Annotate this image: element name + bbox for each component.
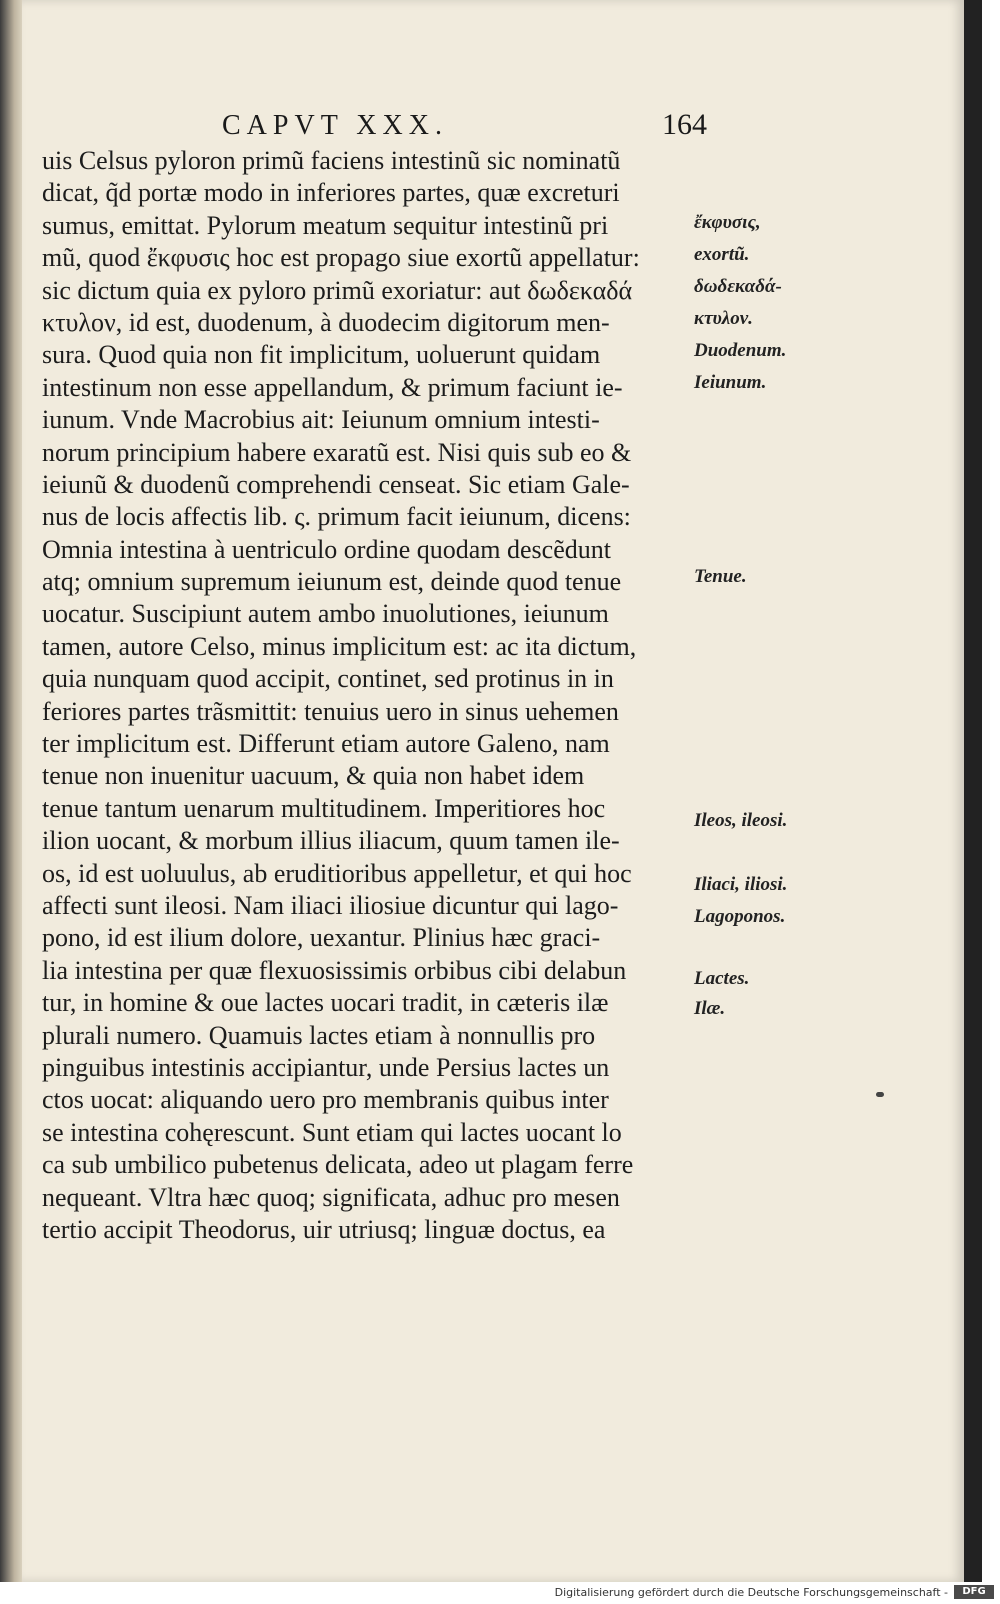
text-line: mũ, quod ἔκφυσις hoc est propago siue exortũ appellatur:	[42, 243, 640, 273]
margin-note: δωδεκαδά-	[694, 276, 782, 297]
text-line: lia intestina per quæ flexuosissimis orbibus cibi delabun	[42, 955, 627, 985]
text-line: feriores partes trãsmittit: tenuius uero in sinus uehemen	[42, 696, 619, 726]
book-page	[22, 0, 964, 1582]
text-line: nequeant. Vltra hæc quoq; significata, adhuc pro mesen	[42, 1182, 620, 1212]
text-line: se intestina cohęrescunt. Sunt etiam qui lactes uocant lo	[42, 1117, 622, 1147]
margin-note: Iliaci, iliosi.	[694, 874, 788, 895]
text-line: nus de locis affectis lib. ς. primum facit ieiunum, dicens:	[42, 502, 631, 532]
text-line: ieiunũ & duodenũ comprehendi censeat. Sic etiam Gale-	[42, 469, 630, 499]
text-line: sura. Quod quia non fit implicitum, uoluerunt quidam	[42, 340, 601, 370]
text-line: os, id est uoluulus, ab eruditioribus appelletur, et qui hoc	[42, 858, 632, 888]
text-line: affecti sunt ileosi. Nam iliaci iliosiue dicuntur qui lago-	[42, 890, 619, 920]
body-text	[42, 145, 710, 1246]
margin-note: Ilæ.	[694, 998, 726, 1019]
text-line: tertio accipit Theodorus, uir utriusq; linguæ doctus, ea	[42, 1214, 606, 1244]
text-line: iunum. Vnde Macrobius ait: Ieiunum omnium intesti-	[42, 405, 600, 435]
text-line: norum principium habere exaratũ est. Nisi quis sub eo &	[42, 437, 632, 467]
text-line: atq; omnium supremum ieiunum est, deinde quod tenue	[42, 567, 622, 597]
text-line: intestinum non esse appellandum, & primum faciunt ie-	[42, 372, 623, 402]
text-line: sic dictum quia ex pyloro primũ exoriatur: aut δωδεκαδά	[42, 275, 633, 305]
text-line: tenue tantum uenarum multitudinem. Imperitiores hoc	[42, 793, 606, 823]
margin-note: Duodenum.	[694, 340, 787, 361]
text-line: ter implicitum est. Differunt etiam autore Galeno, nam	[42, 729, 610, 759]
margin-note: Lagoponos.	[694, 906, 786, 927]
margin-note: ἔκφυσις,	[694, 212, 761, 233]
text-line: uis Celsus pyloron primũ faciens intestinũ sic nominatũ	[42, 146, 621, 175]
text-line: uocatur. Suscipiunt autem ambo inuolutiones, ieiunum	[42, 599, 609, 629]
text-line: Omnia intestina à uentriculo ordine quodam descẽdunt	[42, 534, 611, 564]
page-number: 164	[662, 108, 707, 141]
ink-spot	[876, 1092, 884, 1097]
text-line: quia nunquam quod accipit, continet, sed protinus in in	[42, 664, 614, 694]
text-line: tur, in homine & oue lactes uocari tradit, in cæteris ilæ	[42, 988, 609, 1018]
text-line: dicat, q̃d portæ modo in inferiores partes, quæ excreturi	[42, 178, 620, 208]
text-line: ilion uocant, & morbum illius iliacum, quum tamen ile-	[42, 826, 620, 856]
running-head: CAPVT XXX.	[222, 110, 448, 141]
margin-note: Ieiunum.	[694, 372, 767, 393]
text-line: κτυλον, id est, duodenum, à duodecim digitorum men-	[42, 307, 610, 337]
margin-note: Tenue.	[694, 566, 747, 587]
funding-credit: Digitalisierung gefördert durch die Deutsche Forschungsgemeinschaft -	[554, 1586, 948, 1599]
margin-note: κτυλον.	[694, 308, 753, 329]
text-line: pono, id est ilium dolore, uexantur. Plinius hæc graci-	[42, 923, 601, 953]
margin-note: Ileos, ileosi.	[694, 810, 788, 831]
text-line: pinguibus intestinis accipiantur, unde Persius lactes un	[42, 1052, 610, 1082]
text-line: plurali numero. Quamuis lactes etiam à nonnullis pro	[42, 1020, 596, 1050]
margin-note: exortũ.	[694, 244, 750, 265]
dfg-logo: DFG	[954, 1585, 994, 1599]
text-line: ctos uocat: aliquando uero pro membranis quibus inter	[42, 1085, 609, 1115]
text-line: ca sub umbilico pubetenus delicata, adeo ut plagam ferre	[42, 1150, 634, 1180]
text-line: sumus, emittat. Pylorum meatum sequitur intestinũ pri	[42, 210, 609, 240]
margin-note: Lactes.	[694, 968, 750, 989]
text-line: tamen, autore Celso, minus implicitum est: ac ita dictum,	[42, 631, 637, 661]
text-line: tenue non inuenitur uacuum, & quia non habet idem	[42, 761, 585, 791]
